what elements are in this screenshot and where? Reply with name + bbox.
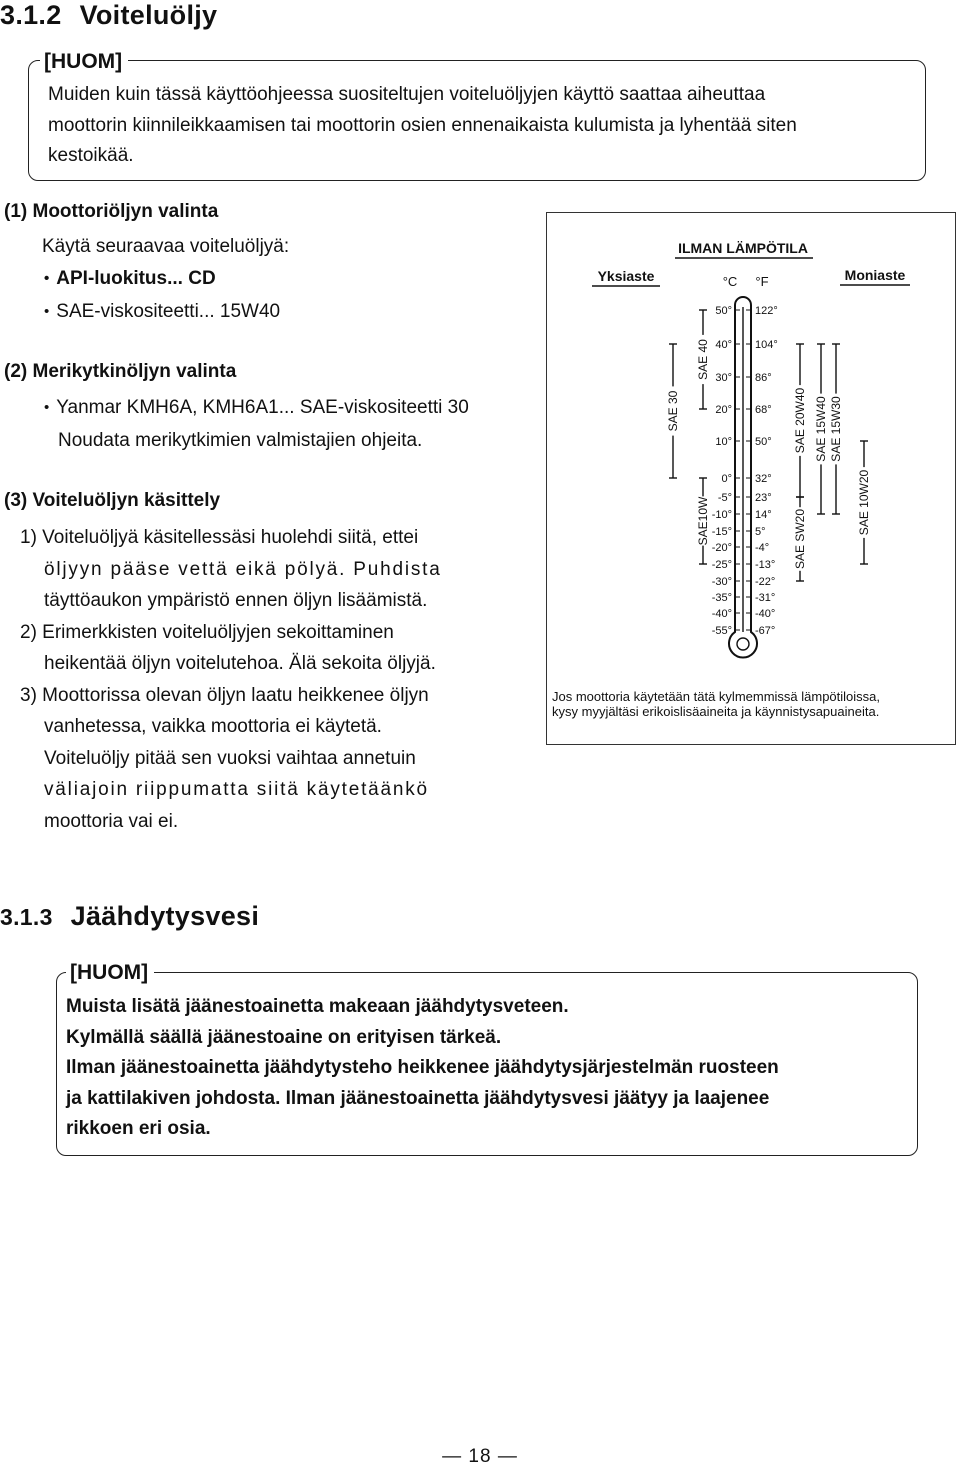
section-title: Jäähdytysvesi	[70, 901, 260, 931]
fahrenheit-tick-label: 86°	[755, 372, 772, 384]
fahrenheit-tick-label: -67°	[755, 625, 776, 637]
note-line: moottorin kiinnileikkaamisen tai moottorin osien ennenaikaista kulumista ja lyhentää siten	[48, 114, 797, 136]
api-class	[44, 263, 216, 296]
note-text-coolant	[66, 992, 916, 1145]
marine-oil-title: (2) Merikytkinöljyn valinta	[4, 361, 237, 382]
note-line: rikkoen eri osia.	[66, 1118, 211, 1139]
section-heading-coolant	[0, 901, 259, 932]
engine-oil-intro: Käytä seuraavaa voiteluöljyä:	[42, 236, 290, 257]
celsius-tick-label: -20°	[711, 542, 732, 554]
multi-grade-label: Moniaste	[844, 267, 906, 283]
fahrenheit-tick-label: 122°	[755, 305, 778, 317]
note-line: Ilman jäänestoainetta jäähdytysteho heikkenee jäähdytysjärjestelmän ruosteen	[66, 1057, 779, 1078]
celsius-tick-label: 30°	[715, 372, 732, 384]
chart-footnote-line: kysy myyjältäsi erikoislisäaineita ja käynnistysapuaineita.	[552, 704, 880, 719]
grade-label: SAE 30	[666, 390, 680, 432]
thermometer-bulb-inner	[737, 638, 749, 650]
fahrenheit-tick-label: 68°	[755, 404, 772, 416]
chart-title: ILMAN LÄMPÖTILA	[678, 240, 808, 256]
sae-viscosity-text: SAE-viskositeetti... 15W40	[56, 301, 281, 322]
grade-label: SAE10W	[696, 496, 710, 546]
celsius-tick-label: -55°	[711, 625, 732, 637]
celsius-tick-label: 20°	[715, 404, 732, 416]
api-class-text: API-luokitus... CD	[56, 268, 216, 289]
fahrenheit-tick-label: 5°	[755, 526, 766, 538]
section-number: 3.1.3	[0, 904, 53, 930]
handling-line: Voiteluöljy pitää sen vuoksi vaihtaa annetuin	[44, 747, 416, 769]
grade-label: SAE 40	[696, 339, 710, 380]
marine-oil-spec	[44, 392, 469, 425]
fahrenheit-tick-label: 50°	[755, 436, 772, 448]
celsius-tick-label: -15°	[711, 526, 732, 538]
note-tag-coolant: [HUOM]	[66, 961, 154, 985]
fahrenheit-tick-label: 23°	[755, 492, 772, 504]
grade-label: SAE 10W20	[857, 469, 871, 536]
grade-label: SAE SW20	[793, 508, 807, 570]
fahrenheit-tick-label: 32°	[755, 473, 772, 485]
handling-line: vanhetessa, vaikka moottoria ei käytetä.	[44, 716, 382, 737]
fahrenheit-tick-label: 14°	[755, 509, 772, 521]
celsius-tick-label: -5°	[717, 492, 732, 504]
note-line: ja kattilakiven johdosta. Ilman jäänestoainetta jäähdytysvesi jäätyy ja laajenee	[66, 1087, 770, 1109]
celsius-tick-label: -25°	[711, 559, 732, 571]
handling-line: väliajoin riippumatta siitä käytetäänkö	[44, 779, 429, 800]
handling-line: täyttöaukon ympäristö ennen öljyn lisäämistä.	[44, 590, 428, 611]
celsius-tick-label: 50°	[715, 305, 732, 317]
fahrenheit-tick-label: -40°	[755, 608, 776, 620]
celsius-tick-label: 0°	[721, 473, 732, 485]
handling-line: 2) Erimerkkisten voiteluöljyjen sekoittaminen	[20, 621, 394, 643]
handling-line: öljyyn pääse vettä eikä pölyä. Puhdista	[44, 558, 442, 580]
handling-text	[20, 522, 500, 837]
fahrenheit-tick-label: -4°	[755, 542, 770, 554]
celsius-tick-label: -30°	[711, 576, 732, 588]
grade-label: SAE 15W40	[814, 396, 828, 462]
handling-line: moottoria vai ei.	[44, 810, 179, 832]
grade-label: SAE 15W30	[829, 396, 843, 462]
fahrenheit-tick-label: 104°	[755, 339, 778, 351]
section-number: 3.1.2	[0, 0, 62, 30]
single-grade-label: Yksiaste	[597, 268, 655, 284]
note-line: kestoikää.	[48, 145, 134, 166]
fahrenheit-tick-label: -13°	[755, 559, 776, 571]
grade-label: SAE 20W40	[793, 387, 807, 454]
celsius-tick-label: -10°	[711, 509, 732, 521]
celsius-tick-label: -35°	[711, 592, 732, 604]
unit-celsius: °C	[722, 274, 738, 289]
page-number: — 18 —	[442, 1446, 518, 1467]
viscosity-chart	[546, 212, 956, 745]
fahrenheit-tick-label: -22°	[755, 576, 776, 588]
handling-line: 3) Moottorissa olevan öljyn laatu heikkenee öljyn	[20, 684, 429, 706]
note-tag-oil: [HUOM]	[40, 50, 128, 74]
chart-footnote-line: Jos moottoria käytetään tätä kylmemmissä lämpötiloissa,	[552, 689, 881, 704]
sae-viscosity	[44, 296, 280, 329]
marine-oil-instruction: Noudata merikytkimien valmistajien ohjeita.	[58, 430, 423, 451]
note-line: Muiden kuin tässä käyttöohjeessa suositeltujen voiteluöljyjen käyttö saattaa aiheuttaa	[48, 84, 766, 105]
handling-line: heikentää öljyn voitelutehoa. Älä sekoita öljyjä.	[44, 653, 436, 674]
fahrenheit-tick-label: -31°	[755, 592, 776, 604]
note-line: Muista lisätä jäänestoainetta makeaan jäähdytysveteen.	[66, 996, 569, 1017]
celsius-tick-label: 40°	[715, 339, 732, 351]
engine-oil-title: (1) Moottoriöljyn valinta	[4, 201, 219, 222]
handling-title: (3) Voiteluöljyn käsittely	[4, 490, 221, 511]
marine-oil-spec-text: Yanmar KMH6A, KMH6A1... SAE-viskositeetti 30	[56, 397, 469, 418]
celsius-tick-label: 10°	[715, 436, 732, 448]
handling-line: 1) Voiteluöljyä käsitellessäsi huolehdi siitä, ettei	[20, 527, 419, 548]
section-heading-oil	[0, 0, 217, 31]
celsius-tick-label: -40°	[711, 608, 732, 620]
unit-fahrenheit: °F	[755, 274, 769, 289]
note-line: Kylmällä säällä jäänestoaine on erityisen tärkeä.	[66, 1026, 502, 1048]
section-title: Voiteluöljy	[79, 0, 218, 30]
note-text-oil	[48, 80, 918, 172]
